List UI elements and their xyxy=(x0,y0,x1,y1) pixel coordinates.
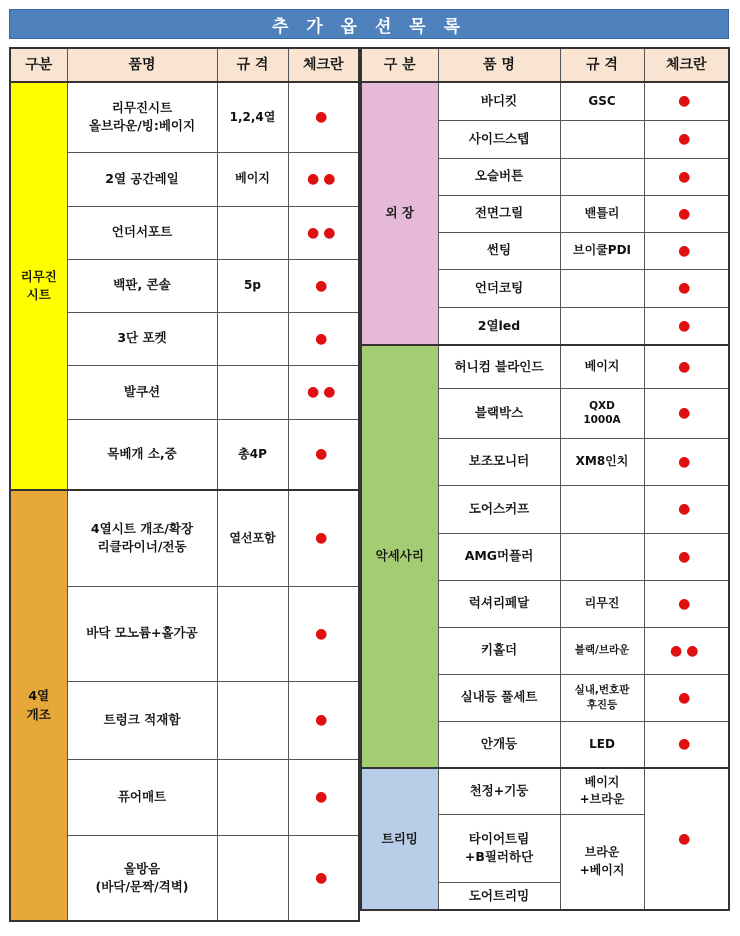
category-limousine-seat: 리무진 시트 xyxy=(10,82,67,490)
check-dot: ● xyxy=(678,317,695,334)
table-row xyxy=(10,490,359,586)
item-name: 럭셔리페달 xyxy=(438,580,560,627)
header-category: 구분 xyxy=(10,48,67,82)
check-cell xyxy=(644,768,729,910)
check-cell xyxy=(644,438,729,485)
item-spec: 1,2,4열 xyxy=(217,82,288,152)
item-name: 올방음 (바닥/문짝/격벽) xyxy=(67,835,217,921)
check-cell xyxy=(288,835,359,921)
item-spec: 베이지 +브라운 xyxy=(560,768,644,814)
item-name: 썬팅 xyxy=(438,232,560,269)
check-dot: ● xyxy=(678,168,695,185)
check-cell xyxy=(288,259,359,312)
check-dot: ● xyxy=(678,548,695,565)
check-cell xyxy=(644,627,729,674)
check-cell xyxy=(644,345,729,388)
check-cell xyxy=(644,269,729,307)
check-dot: ● xyxy=(678,205,695,222)
check-dot: ● xyxy=(315,869,332,886)
item-spec xyxy=(560,485,644,533)
item-spec xyxy=(217,681,288,759)
item-name: 바디킷 xyxy=(438,82,560,120)
table-row xyxy=(361,768,729,814)
item-name: 4열시트 개조/확장 리클라이너/전동 xyxy=(67,490,217,586)
check-dot: ● xyxy=(678,242,695,259)
check-dot: ● xyxy=(315,789,332,806)
item-name: 리무진시트 올브라운/빙:베이지 xyxy=(67,82,217,152)
item-spec: 리무진 xyxy=(560,580,644,627)
check-dot: ● xyxy=(678,453,695,470)
item-name: 2열led xyxy=(438,307,560,345)
header-check: 체크란 xyxy=(644,48,729,82)
item-name: 안개등 xyxy=(438,721,560,768)
check-dot: ● xyxy=(315,109,332,126)
check-cell xyxy=(288,152,359,206)
check-cell xyxy=(644,158,729,195)
item-spec xyxy=(217,365,288,419)
item-spec: LED xyxy=(560,721,644,768)
item-name: 키홀더 xyxy=(438,627,560,674)
check-cell xyxy=(644,195,729,232)
item-spec xyxy=(560,533,644,580)
item-spec: 브라운 +베이지 xyxy=(560,814,644,910)
item-spec xyxy=(217,835,288,921)
check-dot: ● xyxy=(678,358,695,375)
item-spec xyxy=(560,120,644,158)
category-exterior: 외 장 xyxy=(361,82,438,345)
header-spec: 규 격 xyxy=(217,48,288,82)
item-name: 목베개 소,중 xyxy=(67,419,217,490)
category-4th-row-conversion: 4열 개조 xyxy=(10,490,67,921)
item-spec: 실내,번호판 후진등 xyxy=(560,674,644,721)
item-name: 퓨어매트 xyxy=(67,759,217,835)
item-name: AMG머플러 xyxy=(438,533,560,580)
page-title: 추 가 옵 션 목 록 xyxy=(9,9,729,39)
check-cell xyxy=(644,721,729,768)
item-name: 바닥 모노륨+홀가공 xyxy=(67,586,217,681)
check-dot: ● xyxy=(315,712,332,729)
item-spec xyxy=(217,206,288,259)
item-spec: QXD 1000A xyxy=(560,388,644,438)
check-cell xyxy=(644,580,729,627)
check-dot: ● xyxy=(678,689,695,706)
item-spec xyxy=(217,312,288,365)
check-cell xyxy=(288,490,359,586)
item-spec xyxy=(560,158,644,195)
check-dot: ● xyxy=(678,131,695,148)
right-options-table xyxy=(360,47,730,911)
header-category: 구 분 xyxy=(361,48,438,82)
header-item: 품명 xyxy=(67,48,217,82)
check-cell xyxy=(644,485,729,533)
header-item: 품 명 xyxy=(438,48,560,82)
check-dot: ●● xyxy=(307,171,340,188)
item-spec: 베이지 xyxy=(217,152,288,206)
check-cell xyxy=(288,82,359,152)
check-cell xyxy=(644,674,729,721)
item-spec: 베이지 xyxy=(560,345,644,388)
item-name: 블랙박스 xyxy=(438,388,560,438)
check-cell xyxy=(644,533,729,580)
table-row xyxy=(361,82,729,120)
item-spec: XM8인치 xyxy=(560,438,644,485)
header-spec: 규 격 xyxy=(560,48,644,82)
item-name: 백판, 콘솔 xyxy=(67,259,217,312)
check-cell xyxy=(288,419,359,490)
table-header-row xyxy=(10,48,359,82)
item-spec: 밴틀리 xyxy=(560,195,644,232)
check-cell xyxy=(288,365,359,419)
check-dot: ● xyxy=(315,330,332,347)
item-name: 발쿠션 xyxy=(67,365,217,419)
item-spec: 블랙/브라운 xyxy=(560,627,644,674)
check-cell xyxy=(288,681,359,759)
item-name: 오슬버튼 xyxy=(438,158,560,195)
header-check: 체크란 xyxy=(288,48,359,82)
table-header-row xyxy=(361,48,729,82)
check-dot: ● xyxy=(678,501,695,518)
item-spec: 열선포함 xyxy=(217,490,288,586)
item-spec xyxy=(560,307,644,345)
item-name: 전면그릴 xyxy=(438,195,560,232)
item-name: 3단 포켓 xyxy=(67,312,217,365)
item-name: 트렁크 적재함 xyxy=(67,681,217,759)
item-spec: GSC xyxy=(560,82,644,120)
check-cell xyxy=(288,586,359,681)
item-name: 언더코팅 xyxy=(438,269,560,307)
item-spec xyxy=(217,586,288,681)
check-dot: ●● xyxy=(307,384,340,401)
check-cell xyxy=(644,82,729,120)
item-spec: 총4P xyxy=(217,419,288,490)
check-dot: ● xyxy=(678,736,695,753)
check-dot: ● xyxy=(678,280,695,297)
check-dot: ● xyxy=(315,530,332,547)
table-row xyxy=(361,345,729,388)
item-name: 허니컴 블라인드 xyxy=(438,345,560,388)
table-row xyxy=(10,82,359,152)
item-spec xyxy=(217,759,288,835)
category-trimming: 트리밍 xyxy=(361,768,438,910)
item-name: 사이드스텝 xyxy=(438,120,560,158)
check-cell xyxy=(288,206,359,259)
item-name: 타이어트림 +B필러하단 xyxy=(438,814,560,882)
left-options-table xyxy=(9,47,360,922)
item-spec xyxy=(560,269,644,307)
check-dot: ● xyxy=(678,93,695,110)
check-cell xyxy=(644,120,729,158)
item-name: 도어스커프 xyxy=(438,485,560,533)
check-dot: ● xyxy=(315,277,332,294)
item-spec: 5p xyxy=(217,259,288,312)
item-spec: 브이쿨PDI xyxy=(560,232,644,269)
check-cell xyxy=(288,759,359,835)
item-name: 도어트리밍 xyxy=(438,882,560,910)
check-dot: ● xyxy=(315,625,332,642)
check-dot: ● xyxy=(678,595,695,612)
check-cell xyxy=(288,312,359,365)
check-cell xyxy=(644,232,729,269)
check-dot: ● xyxy=(678,831,695,848)
item-name: 보조모니터 xyxy=(438,438,560,485)
item-name: 실내등 풀세트 xyxy=(438,674,560,721)
check-dot: ● xyxy=(678,405,695,422)
category-accessory: 악세사리 xyxy=(361,345,438,768)
check-dot: ● xyxy=(315,446,332,463)
item-name: 언더서포트 xyxy=(67,206,217,259)
check-cell xyxy=(644,388,729,438)
check-cell xyxy=(644,307,729,345)
item-name: 천정+기둥 xyxy=(438,768,560,814)
check-dot: ●● xyxy=(307,224,340,241)
item-name: 2열 공간레일 xyxy=(67,152,217,206)
check-dot: ●● xyxy=(670,642,703,659)
